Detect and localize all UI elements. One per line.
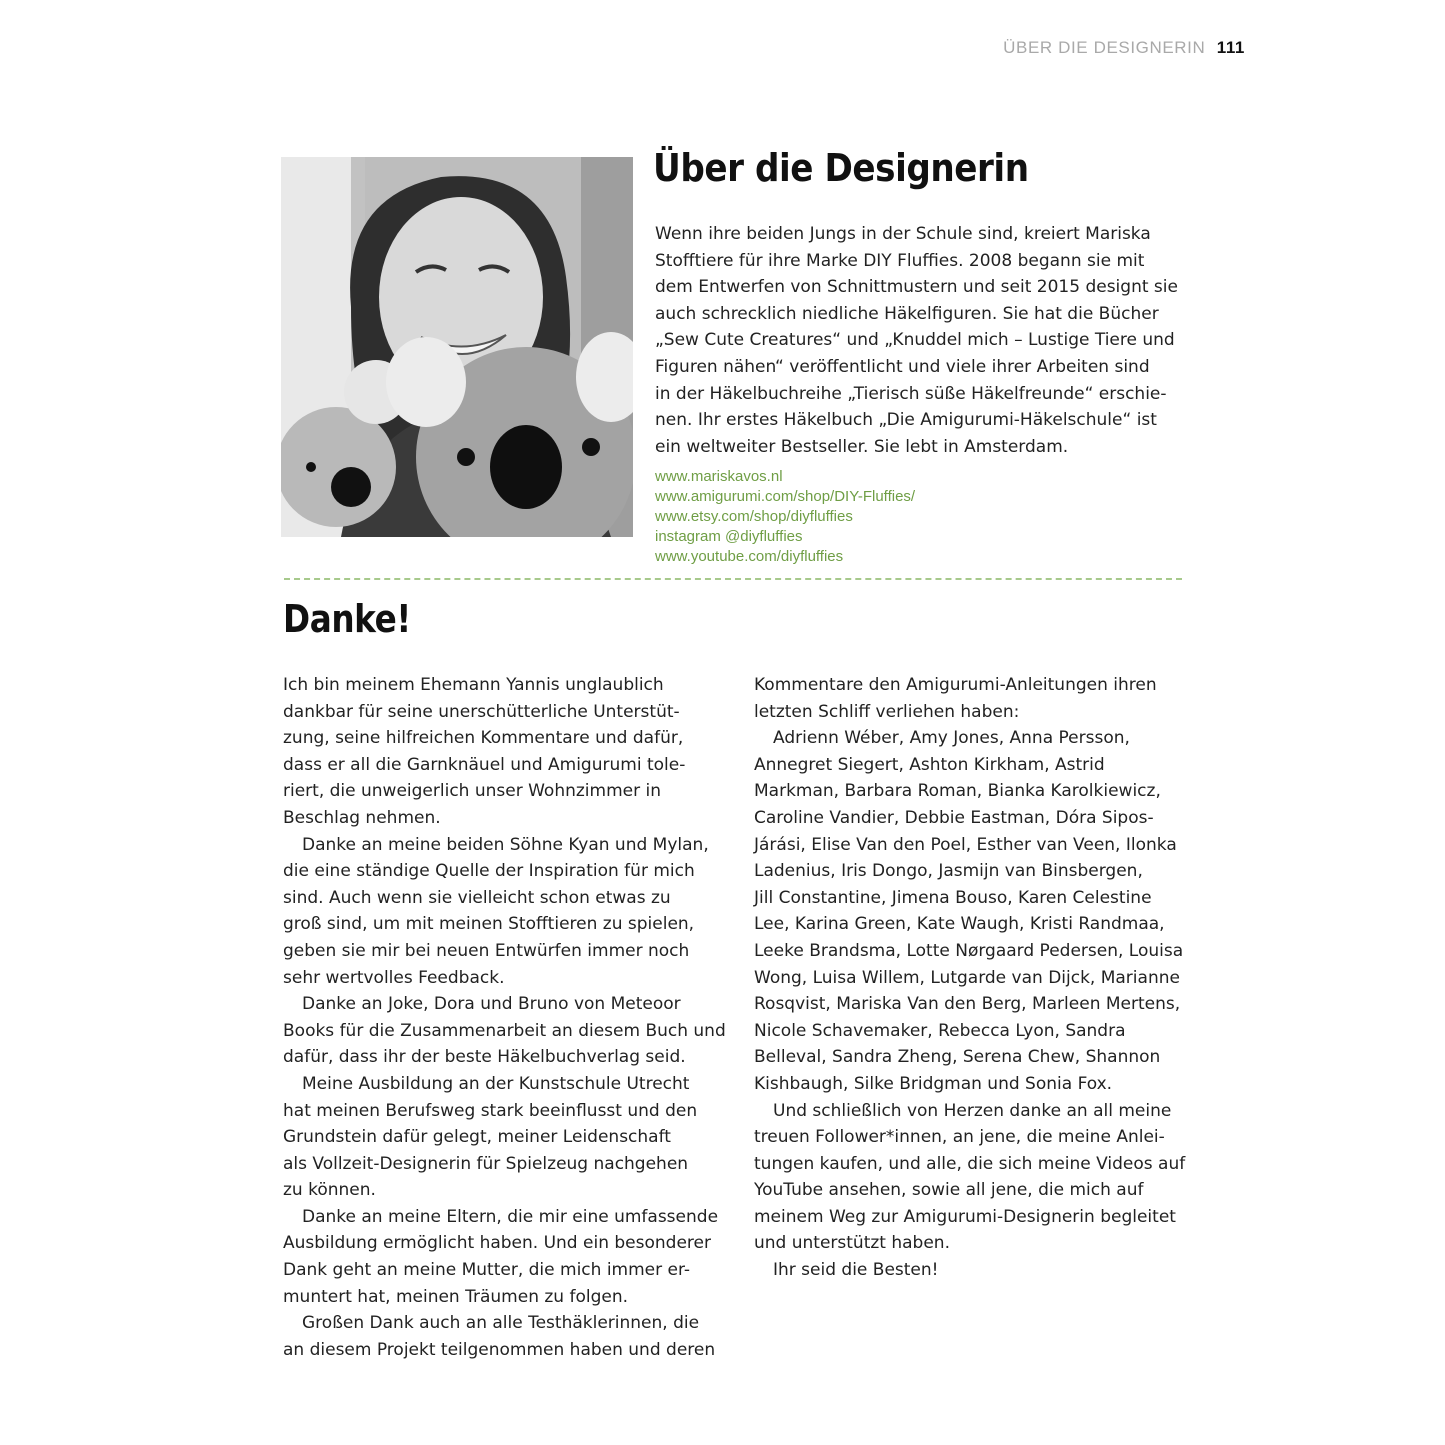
text-line: Ladenius, Iris Dongo, Jasmijn van Binsbergen, <box>754 861 1143 882</box>
text-line: sehr wertvolles Feedback. <box>283 967 505 988</box>
bio-line: nen. Ihr erstes Häkelbuch „Die Amigurumi-Häkelschule“ ist <box>655 410 1157 431</box>
etsy-shop-link[interactable]: www.etsy.com/shop/diyfluffies <box>655 508 853 525</box>
thanks-paragraph <box>283 1310 733 1363</box>
text-line: an diesem Projekt teilgenommen haben und deren <box>283 1339 716 1360</box>
text-line: Meine Ausbildung an der Kunstschule Utrecht <box>302 1073 690 1094</box>
thanks-paragraph <box>283 832 733 992</box>
text-line: hat meinen Berufsweg stark beeinflusst und den <box>283 1100 698 1121</box>
text-line: sind. Auch wenn sie vielleicht schon etwas zu <box>283 887 671 908</box>
thanks-paragraph <box>754 672 1204 725</box>
text-line: dankbar für seine unerschütterliche Unterstüt- <box>283 701 680 722</box>
thanks-paragraph <box>283 1204 733 1310</box>
closing-line <box>754 1257 1204 1284</box>
text-line: geben sie mir bei neuen Entwürfen immer noch <box>283 940 690 961</box>
text-line: Kommentare den Amigurumi-Anleitungen ihren <box>754 675 1157 695</box>
page-number: 111 <box>1216 38 1245 57</box>
website-link[interactable]: www.mariskavos.nl <box>655 468 783 485</box>
section-divider <box>284 578 1182 580</box>
bio-line: Wenn ihre beiden Jungs in der Schule sind, kreiert Mariska <box>655 224 1151 244</box>
text-line: und unterstützt haben. <box>754 1233 950 1254</box>
text-line: letzten Schliff verliehen haben: <box>754 701 1020 722</box>
text-line: muntert hat, meinen Träumen zu folgen. <box>283 1286 629 1307</box>
text-line: tungen kaufen, und alle, die sich meine Videos auf <box>754 1153 1186 1174</box>
text-line: Járási, Elise Van den Poel, Esther van Veen, Ilonka <box>754 834 1177 855</box>
thanks-paragraph <box>283 991 733 1071</box>
text-line: zung, seine hilfreichen Kommentare und dafür, <box>283 728 684 749</box>
thanks-column-left <box>283 672 733 1363</box>
bio-line: dem Entwerfen von Schnittmustern und seit 2015 designt sie <box>655 277 1178 298</box>
text-line: Markman, Barbara Roman, Bianka Karolkiewicz, <box>754 781 1161 802</box>
bio-line: „Sew Cute Creatures“ und „Knuddel mich – Lustige Tiere und <box>655 330 1175 351</box>
text-line: Leeke Brandsma, Lotte Nørgaard Pedersen, Louisa <box>754 940 1184 961</box>
text-line: dass er all die Garnknäuel und Amigurumi tole- <box>283 754 686 775</box>
running-head <box>1003 38 1245 58</box>
text-line: dafür, dass ihr der beste Häkelbuchverlag seid. <box>283 1047 686 1068</box>
text-line: Grundstein dafür gelegt, meiner Leidenschaft <box>283 1127 671 1148</box>
bio-line: in der Häkelbuchreihe „Tierisch süße Häkelfreunde“ erschie- <box>655 383 1167 404</box>
instagram-handle[interactable]: instagram @diyfluffies <box>655 528 803 545</box>
text-line: Kishbaugh, Silke Bridgman und Sonia Fox. <box>754 1073 1113 1094</box>
text-line: Danke an Joke, Dora und Bruno von Meteoor <box>302 994 681 1015</box>
text-line: Danke an meine beiden Söhne Kyan und Mylan, <box>302 834 709 855</box>
youtube-link[interactable]: www.youtube.com/diyfluffies <box>655 548 844 565</box>
text-line: zu können. <box>283 1180 376 1201</box>
amigurumi-shop-link[interactable]: www.amigurumi.com/shop/DIY-Fluffies/ <box>655 488 916 505</box>
text-line: die eine ständige Quelle der Inspiration für mich <box>283 861 695 882</box>
bio-line: auch schrecklich niedliche Häkelfiguren. Sie hat die Bücher <box>655 303 1159 324</box>
text-line: Rosqvist, Mariska Van den Berg, Marleen Mertens, <box>754 994 1181 1015</box>
text-line: groß sind, um mit meinen Stofftieren zu spielen, <box>283 914 695 935</box>
text-line: Belleval, Sandra Zheng, Serena Chew, Shannon <box>754 1047 1161 1068</box>
text-line: Books für die Zusammenarbeit an diesem Buch und <box>283 1020 726 1041</box>
text-line: Ausbildung ermöglicht haben. Und ein besonderer <box>283 1233 711 1254</box>
designer-photo <box>281 157 633 537</box>
text-line: Dank geht an meine Mutter, die mich immer er- <box>283 1260 691 1281</box>
text-line: Beschlag nehmen. <box>283 807 441 828</box>
text-line: Annegret Siegert, Ashton Kirkham, Astrid <box>754 754 1105 775</box>
text-line: Jill Constantine, Jimena Bouso, Karen Celestine <box>754 887 1152 908</box>
designer-bio <box>655 221 1207 460</box>
text-line: Nicole Schavemaker, Rebecca Lyon, Sandra <box>754 1020 1126 1041</box>
text-line: Großen Dank auch an alle Testhäklerinnen, die <box>302 1313 700 1334</box>
thanks-paragraph <box>283 672 733 832</box>
text-line: Ihr seid die Besten! <box>773 1260 939 1281</box>
running-head-title: ÜBER DIE DESIGNERIN <box>1003 38 1206 57</box>
text-line: Lee, Karina Green, Kate Waugh, Kristi Randmaa, <box>754 914 1165 935</box>
text-line: Ich bin meinem Ehemann Yannis unglaublich <box>283 675 664 695</box>
tester-names <box>754 725 1204 1097</box>
thanks-paragraph <box>754 1098 1204 1258</box>
designer-heading: Über die Designerin <box>653 146 1029 190</box>
designer-links <box>655 467 1155 567</box>
bio-line: Figuren nähen“ veröffentlicht und viele ihrer Arbeiten sind <box>655 356 1150 377</box>
thanks-heading: Danke! <box>283 597 411 641</box>
text-line: Und schließlich von Herzen danke an all meine <box>773 1100 1172 1121</box>
text-line: meinem Weg zur Amigurumi-Designerin begleitet <box>754 1206 1176 1227</box>
text-line: Danke an meine Eltern, die mir eine umfassende <box>302 1206 719 1227</box>
text-line: riert, die unweigerlich unser Wohnzimmer in <box>283 781 661 802</box>
text-line: treuen Follower*innen, an jene, die meine Anlei- <box>754 1127 1165 1148</box>
text-line: Adrienn Wéber, Amy Jones, Anna Persson, <box>773 728 1130 749</box>
bio-line: ein weltweiter Bestseller. Sie lebt in Amsterdam. <box>655 436 1069 457</box>
text-line: Wong, Luisa Willem, Lutgarde van Dijck, Marianne <box>754 967 1180 988</box>
text-line: als Vollzeit-Designerin für Spielzeug nachgehen <box>283 1153 689 1174</box>
thanks-column-right <box>754 672 1204 1284</box>
thanks-paragraph <box>283 1071 733 1204</box>
text-line: YouTube ansehen, sowie all jene, die mich auf <box>754 1180 1144 1201</box>
bio-line: Stofftiere für ihre Marke DIY Fluffies. 2008 begann sie mit <box>655 250 1145 271</box>
text-line: Caroline Vandier, Debbie Eastman, Dóra Sipos- <box>754 807 1154 828</box>
